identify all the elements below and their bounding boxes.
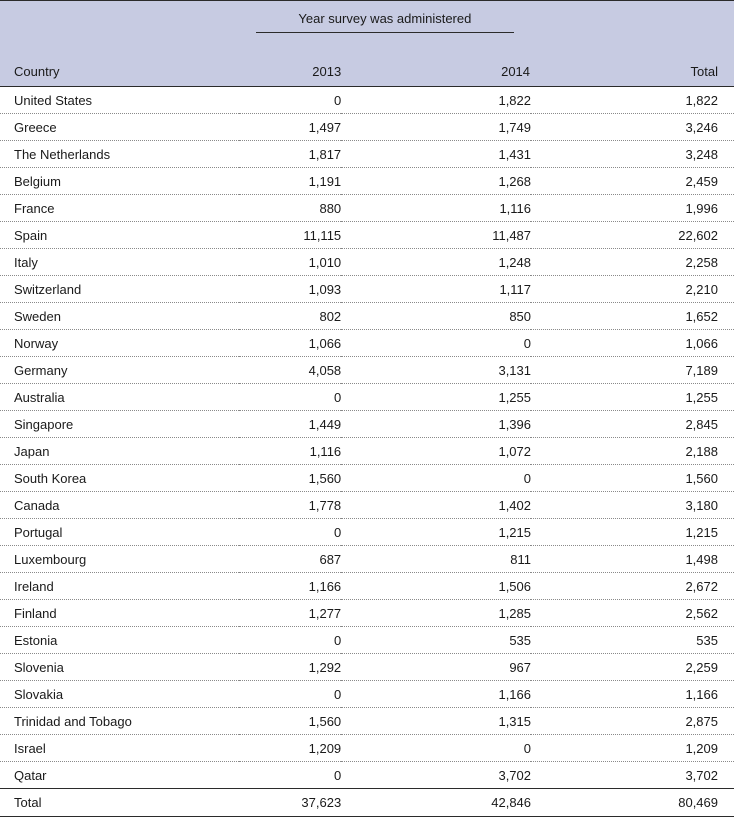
cell-2013: 0 xyxy=(239,384,341,411)
cell-2014: 1,431 xyxy=(341,141,531,168)
cell-total: 2,845 xyxy=(531,411,734,438)
cell-total: 1,560 xyxy=(531,465,734,492)
table-row xyxy=(0,222,734,249)
cell-2014: 1,248 xyxy=(341,249,531,276)
cell-2014: 811 xyxy=(341,546,531,573)
cell-2014: 0 xyxy=(341,735,531,762)
cell-2014: 1,166 xyxy=(341,681,531,708)
cell-total: 535 xyxy=(531,627,734,654)
cell-2013: 0 xyxy=(239,627,341,654)
cell-total: 1,215 xyxy=(531,519,734,546)
cell-total: 2,459 xyxy=(531,168,734,195)
cell-2013: 1,560 xyxy=(239,465,341,492)
table-row xyxy=(0,465,734,492)
cell-2013: 1,292 xyxy=(239,654,341,681)
cell-total: 2,259 xyxy=(531,654,734,681)
table-row xyxy=(0,357,734,384)
cell-2014: 11,487 xyxy=(341,222,531,249)
cell-total: 1,066 xyxy=(531,330,734,357)
column-header-country: Country xyxy=(0,33,239,87)
cell-country: Spain xyxy=(0,222,239,249)
cell-2014: 3,131 xyxy=(341,357,531,384)
table-row xyxy=(0,87,734,114)
cell-2014: 1,822 xyxy=(341,87,531,114)
cell-country: Slovenia xyxy=(0,654,239,681)
span-label: Year survey was administered xyxy=(298,11,472,26)
cell-2014: 0 xyxy=(341,465,531,492)
cell-total: 2,258 xyxy=(531,249,734,276)
cell-total: 2,875 xyxy=(531,708,734,735)
cell-total: 3,246 xyxy=(531,114,734,141)
cell-total: 3,702 xyxy=(531,762,734,789)
cell-country: Germany xyxy=(0,357,239,384)
cell-country: Singapore xyxy=(0,411,239,438)
cell-country: Portugal xyxy=(0,519,239,546)
table-body xyxy=(0,87,734,817)
table-row xyxy=(0,735,734,762)
header-span-cell xyxy=(239,1,531,34)
cell-country: Luxembourg xyxy=(0,546,239,573)
table-row xyxy=(0,438,734,465)
cell-total: 1,652 xyxy=(531,303,734,330)
cell-2013: 1,166 xyxy=(239,573,341,600)
total-row xyxy=(0,789,734,817)
cell-total: 1,498 xyxy=(531,546,734,573)
table-row xyxy=(0,303,734,330)
cell-2013: 1,497 xyxy=(239,114,341,141)
cell-total: 1,996 xyxy=(531,195,734,222)
header-row-columns xyxy=(0,33,734,87)
cell-country: The Netherlands xyxy=(0,141,239,168)
table-row xyxy=(0,600,734,627)
span-rule xyxy=(256,32,514,33)
cell-country: Qatar xyxy=(0,762,239,789)
cell-2014: 1,255 xyxy=(341,384,531,411)
table-header xyxy=(0,1,734,87)
cell-2013: 802 xyxy=(239,303,341,330)
cell-country: Japan xyxy=(0,438,239,465)
cell-2014: 42,846 xyxy=(341,789,531,817)
cell-total: 2,672 xyxy=(531,573,734,600)
cell-2014: 1,506 xyxy=(341,573,531,600)
cell-total: 2,210 xyxy=(531,276,734,303)
cell-country: Switzerland xyxy=(0,276,239,303)
cell-2013: 880 xyxy=(239,195,341,222)
table-row xyxy=(0,681,734,708)
cell-2013: 1,010 xyxy=(239,249,341,276)
table-row xyxy=(0,546,734,573)
table-row xyxy=(0,384,734,411)
header-empty-cell xyxy=(0,1,239,34)
header-empty-cell xyxy=(531,1,734,34)
cell-country: Trinidad and Tobago xyxy=(0,708,239,735)
table-row xyxy=(0,519,734,546)
column-header-2013: 2013 xyxy=(239,33,341,87)
cell-total: 2,562 xyxy=(531,600,734,627)
column-header-2014: 2014 xyxy=(341,33,531,87)
cell-country: Belgium xyxy=(0,168,239,195)
table-row xyxy=(0,168,734,195)
cell-country: Sweden xyxy=(0,303,239,330)
cell-total: 1,209 xyxy=(531,735,734,762)
cell-country: Total xyxy=(0,789,239,817)
cell-2014: 1,215 xyxy=(341,519,531,546)
cell-total: 7,189 xyxy=(531,357,734,384)
table-row xyxy=(0,654,734,681)
cell-total: 22,602 xyxy=(531,222,734,249)
cell-2013: 1,778 xyxy=(239,492,341,519)
cell-2014: 1,402 xyxy=(341,492,531,519)
cell-2014: 1,268 xyxy=(341,168,531,195)
cell-2014: 1,315 xyxy=(341,708,531,735)
cell-total: 1,255 xyxy=(531,384,734,411)
cell-country: United States xyxy=(0,87,239,114)
cell-2013: 0 xyxy=(239,681,341,708)
cell-country: Canada xyxy=(0,492,239,519)
cell-2014: 850 xyxy=(341,303,531,330)
cell-2013: 1,449 xyxy=(239,411,341,438)
cell-2013: 1,066 xyxy=(239,330,341,357)
table-row xyxy=(0,573,734,600)
cell-2014: 1,749 xyxy=(341,114,531,141)
cell-2013: 687 xyxy=(239,546,341,573)
table-row xyxy=(0,492,734,519)
cell-2013: 1,116 xyxy=(239,438,341,465)
cell-country: Slovakia xyxy=(0,681,239,708)
table-row xyxy=(0,762,734,789)
cell-country: Finland xyxy=(0,600,239,627)
cell-2013: 0 xyxy=(239,519,341,546)
table-row xyxy=(0,195,734,222)
cell-2014: 1,285 xyxy=(341,600,531,627)
cell-country: France xyxy=(0,195,239,222)
cell-2014: 1,117 xyxy=(341,276,531,303)
table-row xyxy=(0,708,734,735)
cell-2013: 37,623 xyxy=(239,789,341,817)
cell-country: Italy xyxy=(0,249,239,276)
cell-2014: 1,396 xyxy=(341,411,531,438)
cell-2013: 4,058 xyxy=(239,357,341,384)
cell-2014: 3,702 xyxy=(341,762,531,789)
header-row-span xyxy=(0,1,734,34)
cell-2013: 1,093 xyxy=(239,276,341,303)
table-row xyxy=(0,249,734,276)
table-row xyxy=(0,141,734,168)
table-row xyxy=(0,114,734,141)
cell-2013: 1,191 xyxy=(239,168,341,195)
cell-country: Estonia xyxy=(0,627,239,654)
cell-2014: 1,072 xyxy=(341,438,531,465)
column-header-total: Total xyxy=(531,33,734,87)
cell-2013: 1,817 xyxy=(239,141,341,168)
cell-2014: 967 xyxy=(341,654,531,681)
cell-country: South Korea xyxy=(0,465,239,492)
cell-country: Ireland xyxy=(0,573,239,600)
cell-total: 80,469 xyxy=(531,789,734,817)
table-row xyxy=(0,411,734,438)
cell-2013: 0 xyxy=(239,87,341,114)
cell-total: 3,180 xyxy=(531,492,734,519)
cell-2014: 0 xyxy=(341,330,531,357)
cell-2013: 1,560 xyxy=(239,708,341,735)
cell-2013: 0 xyxy=(239,762,341,789)
cell-2013: 1,277 xyxy=(239,600,341,627)
cell-total: 1,822 xyxy=(531,87,734,114)
cell-country: Norway xyxy=(0,330,239,357)
cell-2013: 11,115 xyxy=(239,222,341,249)
table-row xyxy=(0,276,734,303)
cell-country: Israel xyxy=(0,735,239,762)
cell-total: 2,188 xyxy=(531,438,734,465)
cell-2014: 1,116 xyxy=(341,195,531,222)
table-row xyxy=(0,627,734,654)
cell-country: Australia xyxy=(0,384,239,411)
cell-total: 1,166 xyxy=(531,681,734,708)
cell-total: 3,248 xyxy=(531,141,734,168)
cell-country: Greece xyxy=(0,114,239,141)
cell-2014: 535 xyxy=(341,627,531,654)
cell-2013: 1,209 xyxy=(239,735,341,762)
table-row xyxy=(0,330,734,357)
